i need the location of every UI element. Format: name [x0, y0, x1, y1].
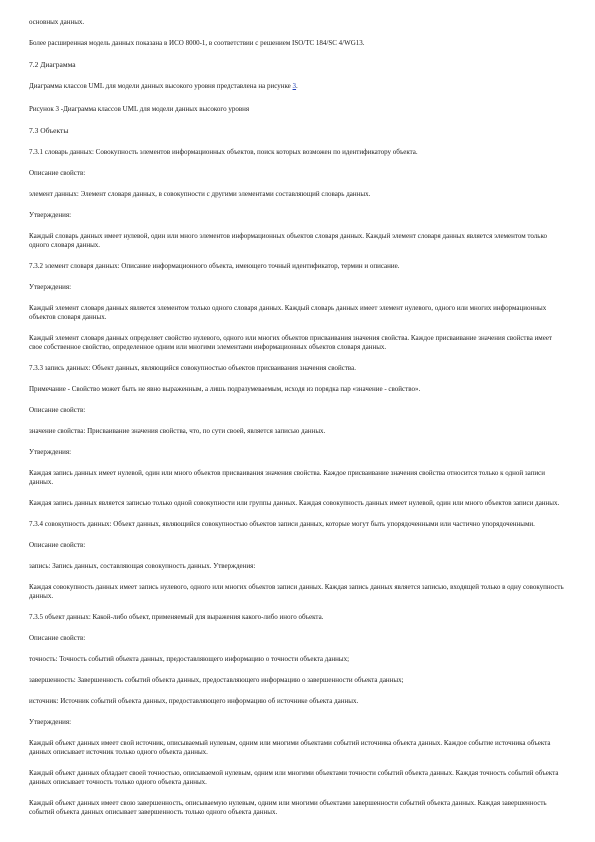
paragraph: Описание свойств: [29, 406, 86, 414]
paragraph: Утверждения: [29, 211, 72, 219]
paragraph: Каждый объект данных обладает своей точностью, описываемой нулевым, одним или многими объектами точности событий объекта данных. Каждая точность событий объекта данных описывает точность только одного объекта данных. [29, 769, 559, 786]
figure-3-link[interactable]: 3 [292, 82, 297, 90]
paragraph: запись: Запись данных, составляющая совокупность данных. Утверждения: [29, 562, 256, 570]
paragraph: завершенность: Завершенность событий объекта данных, предоставляющего информацию о завершенности объекта данных; [29, 676, 404, 684]
figure-caption: Рисунок 3 -Диаграмма классов UML для модели данных высокого уровня [29, 105, 250, 113]
document-body [29, 18, 565, 829]
definition-7-3-1: 7.3.1 словарь данных: Совокупность элементов информационных объектов, поиск которых возможен по идентификатору объекта. [29, 148, 418, 156]
paragraph: Описание свойств: [29, 634, 86, 642]
paragraph: Каждый объект данных имеет свою завершенность, описываемую нулевым, одним или многими объектами завершенности событий объекта данных. Каждая завершенность событий объекта данных описывает завершенность только одного объекта данных. [29, 799, 547, 816]
paragraph: Каждая запись данных является записью только одной совокупности или группы данных. Каждая совокупность данных имеет нулевой, один или много объектов записи данных. [29, 499, 560, 507]
paragraph: Описание свойств: [29, 541, 86, 549]
paragraph [29, 82, 565, 91]
paragraph: Каждый элемент словаря данных определяет свойство нулевого, одного или многих объектов присваивания значения свойства. Каждое присваивание значения свойства имеет свое собственное свойство, определенное одним или многими элементами информационных объектов словаря данных. [29, 334, 553, 351]
paragraph: Каждый элемент словаря данных является элементом только одного словаря данных. Каждый словарь данных имеет элемент нулевого, одного или многих информационных объектов словаря данных. [29, 304, 547, 321]
definition-7-3-2: 7.3.2 элемент словаря данных: Описание информационного объекта, имеющего точный идентификатор, термин и описание. [29, 262, 400, 270]
paragraph: Описание свойств: [29, 169, 86, 177]
paragraph: Каждая совокупность данных имеет запись нулевого, одного или многих объектов записи данных. Каждая запись данных является записью, входящей только в одну совокупность данных. [29, 583, 564, 600]
paragraph: Каждая запись данных имеет нулевой, один или много объектов присваивания значения свойства. Каждое присваивание значения свойства относится только к одной записи данных. [29, 469, 546, 486]
note: Примечание - Свойство может быть не явно выраженным, а лишь подразумеваемым, исходя из порядка пар «значение - свойство». [29, 385, 421, 393]
definition-7-3-3: 7.3.3 запись данных: Объект данных, являющийся совокупностью объектов присваивания значения свойства. [29, 364, 356, 372]
paragraph: основных данных. [29, 18, 85, 26]
paragraph: Более расширенная модель данных показана в ИСО 8000-1, в соответствии с решением ISO/TC 184/SC 4/WG13. [29, 39, 365, 47]
paragraph: элемент данных: Элемент словаря данных, в совокупности с другими элементами составляющий словарь данных. [29, 190, 371, 198]
paragraph: значение свойства: Присваивание значения свойства, что, по сути своей, является записью данных. [29, 427, 326, 435]
paragraph: Утверждения: [29, 448, 72, 456]
paragraph: Каждый словарь данных имеет нулевой, один или много элементов информационных объектов словаря данных. Каждый элемент словаря данных является элементом только одного словаря данных. [29, 232, 547, 249]
paragraph-text: Диаграмма классов UML для модели данных высокого уровня представлена на рисунке [29, 82, 293, 90]
paragraph: Утверждения: [29, 283, 72, 291]
definition-7-3-5: 7.3.5 объект данных: Какой-либо объект, применяемый для выражения какого-либо иного объекта. [29, 613, 324, 621]
paragraph: Каждый объект данных имеет свой источник, описываемый нулевым, одним или многими объектами событий источника объекта данных. Каждое событие источника объекта данных описывает источник только одного объекта данных. [29, 739, 551, 756]
paragraph: Утверждения: [29, 718, 72, 726]
definition-7-3-4: 7.3.4 совокупность данных: Объект данных, являющийся совокупностью объектов записи данных, которые могут быть упорядоченными или частично упорядоченными. [29, 520, 535, 528]
paragraph: источник: Источник событий объекта данных, предоставляющего информацию об источнике объекта данных. [29, 697, 359, 705]
paragraph-text: . [296, 82, 298, 90]
section-heading-7-2: 7.2 Диаграмма [29, 60, 76, 69]
section-heading-7-3: 7.3 Объекты [29, 126, 69, 135]
paragraph: точность: Точность событий объекта данных, предоставляющего информацию о точности объекта данных; [29, 655, 350, 663]
